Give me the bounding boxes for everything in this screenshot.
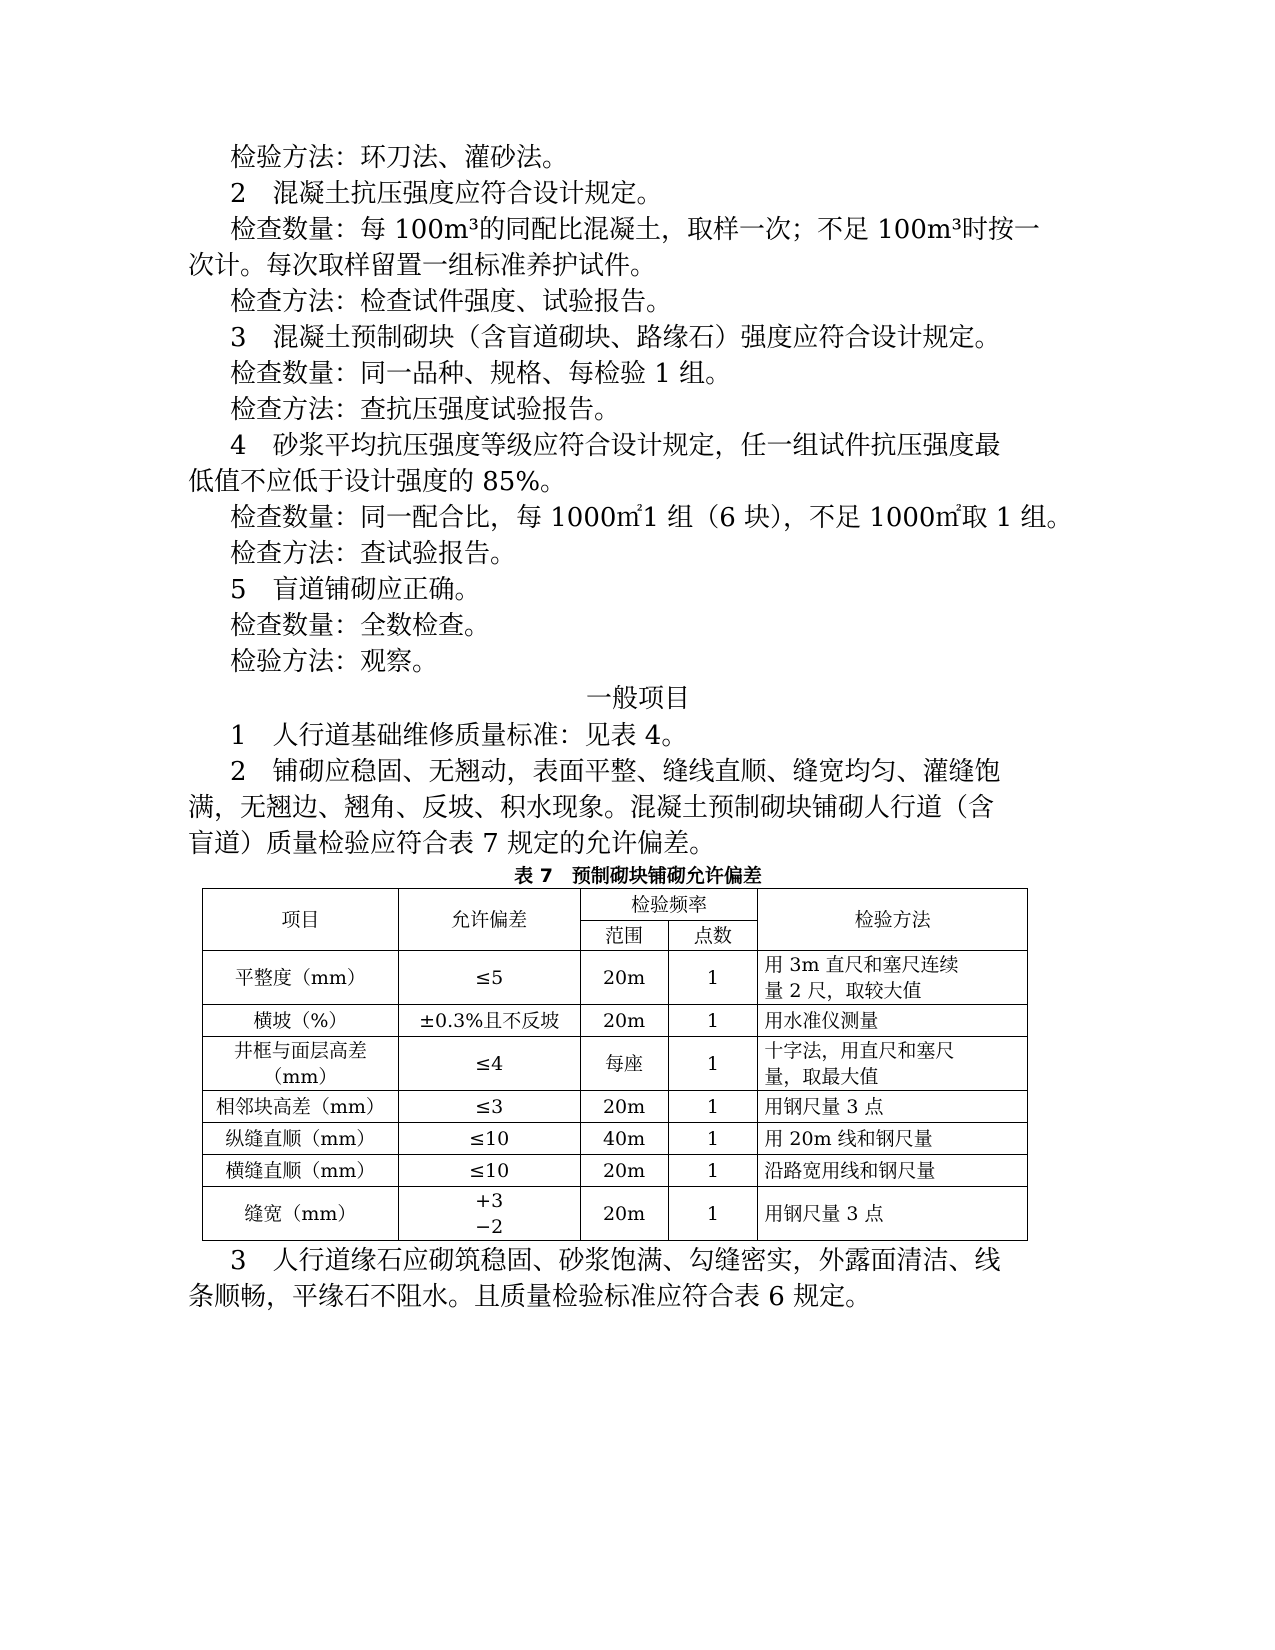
- table-row: [203, 1187, 1028, 1241]
- paragraph-continuation: 盲道）质量检验应符合表 7 规定的允许偏差。: [188, 829, 716, 859]
- paragraph: 2 铺砌应稳固、无翘动，表面平整、缝线直顺、缝宽均匀、灌缝饱: [230, 757, 1001, 787]
- table-row: [203, 951, 1028, 1005]
- cell-tolerance-line: −2: [475, 1215, 504, 1238]
- cell-item: [203, 1037, 399, 1091]
- cell-points: 1: [668, 1155, 758, 1187]
- table-row: [203, 1037, 1028, 1091]
- cell-points: 1: [668, 1123, 758, 1155]
- paragraph: 检查数量：全数检查。: [230, 611, 491, 641]
- cell-item: 纵缝直顺（mm）: [203, 1123, 399, 1155]
- cell-method: [758, 1037, 1028, 1091]
- table-row: [203, 1155, 1028, 1187]
- table-header-row: [203, 889, 1028, 921]
- cell-range: 20m: [580, 1187, 668, 1241]
- cell-method: 用 20m 线和钢尺量: [758, 1123, 1028, 1155]
- paragraph-continuation: 条顺畅，平缘石不阻水。且质量检验标准应符合表 6 规定。: [188, 1282, 872, 1312]
- paragraph: 2 混凝土抗压强度应符合设计规定。: [230, 179, 663, 209]
- cell-tolerance: ≤4: [398, 1037, 580, 1091]
- cell-points: 1: [668, 1005, 758, 1037]
- paragraph: 检查数量：同一配合比，每 1000㎡1 组（6 块），不足 1000㎡取 1 组。: [230, 503, 1073, 533]
- cell-method-line: 量，取最大值: [764, 1065, 879, 1088]
- paragraph: 3 人行道缘石应砌筑稳固、砂浆饱满、勾缝密实，外露面清洁、线: [230, 1246, 1001, 1276]
- header-frequency: 检验频率: [580, 889, 758, 921]
- section-title: 一般项目: [585, 684, 690, 714]
- paragraph: 1 人行道基础维修质量标准：见表 4。: [230, 721, 688, 751]
- paragraph-continuation: 低值不应低于设计强度的 85%。: [188, 467, 567, 497]
- paragraph: 检查方法：查试验报告。: [230, 539, 517, 569]
- cell-tolerance-line: +3: [475, 1189, 504, 1212]
- cell-range: 每座: [580, 1037, 668, 1091]
- header-points: 点数: [668, 921, 758, 951]
- cell-method-line: 用 3m 直尺和塞尺连续: [764, 953, 959, 976]
- paragraph: 5 盲道铺砌应正确。: [230, 575, 481, 605]
- header-tolerance: 允许偏差: [398, 889, 580, 951]
- cell-points: 1: [668, 1187, 758, 1241]
- header-item: 项目: [203, 889, 399, 951]
- paragraph: 检查数量：每 100m³的同配比混凝土，取样一次；不足 100m³时按一: [230, 215, 1040, 245]
- cell-range: 20m: [580, 1091, 668, 1123]
- cell-tolerance: ≤10: [398, 1123, 580, 1155]
- cell-points: 1: [668, 1037, 758, 1091]
- cell-method: 用水准仪测量: [758, 1005, 1028, 1037]
- table-caption: 表 7 预制砌块铺砌允许偏差: [514, 865, 762, 887]
- paragraph: 检验方法：观察。: [230, 647, 439, 677]
- table-row: [203, 1091, 1028, 1123]
- cell-range: 20m: [580, 1005, 668, 1037]
- cell-tolerance: [398, 1187, 580, 1241]
- cell-item: 横缝直顺（mm）: [203, 1155, 399, 1187]
- paragraph: 检验方法：环刀法、灌砂法。: [230, 143, 569, 173]
- document-page: [188, 140, 1088, 1315]
- cell-tolerance: ≤5: [398, 951, 580, 1005]
- cell-item: 横坡（%）: [203, 1005, 399, 1037]
- cell-range: 20m: [580, 1155, 668, 1187]
- paragraph-continuation: 次计。每次取样留置一组标准养护试件。: [188, 251, 657, 281]
- cell-item: 平整度（mm）: [203, 951, 399, 1005]
- table-row: [203, 1123, 1028, 1155]
- cell-method: 用钢尺量 3 点: [758, 1091, 1028, 1123]
- cell-tolerance: ≤10: [398, 1155, 580, 1187]
- tolerance-table: [202, 888, 1028, 1241]
- paragraph: 检查方法：检查试件强度、试验报告。: [230, 287, 673, 317]
- cell-tolerance: ±0.3%且不反坡: [398, 1005, 580, 1037]
- header-method: 检验方法: [758, 889, 1028, 951]
- cell-item-line: 井框与面层高差: [233, 1039, 367, 1062]
- cell-method-line: 量 2 尺，取较大值: [764, 979, 922, 1002]
- paragraph-continuation: 满，无翘边、翘角、反坡、积水现象。混凝土预制砌块铺砌人行道（含: [188, 793, 995, 823]
- cell-item-line: （mm）: [263, 1065, 338, 1088]
- table-row: [203, 1005, 1028, 1037]
- paragraph: 3 混凝土预制砌块（含盲道砌块、路缘石）强度应符合设计规定。: [230, 323, 1001, 353]
- cell-method: 用钢尺量 3 点: [758, 1187, 1028, 1241]
- header-range: 范围: [580, 921, 668, 951]
- cell-points: 1: [668, 1091, 758, 1123]
- cell-points: 1: [668, 951, 758, 1005]
- cell-method: 沿路宽用线和钢尺量: [758, 1155, 1028, 1187]
- cell-tolerance: ≤3: [398, 1091, 580, 1123]
- paragraph: 检查方法：查抗压强度试验报告。: [230, 395, 621, 425]
- cell-range: 40m: [580, 1123, 668, 1155]
- cell-item: 缝宽（mm）: [203, 1187, 399, 1241]
- cell-method: [758, 951, 1028, 1005]
- cell-range: 20m: [580, 951, 668, 1005]
- cell-method-line: 十字法，用直尺和塞尺: [764, 1039, 955, 1062]
- paragraph: 4 砂浆平均抗压强度等级应符合设计规定，任一组试件抗压强度最: [230, 431, 1001, 461]
- paragraph: 检查数量：同一品种、规格、每检验 1 组。: [230, 359, 732, 389]
- cell-item: 相邻块高差（mm）: [203, 1091, 399, 1123]
